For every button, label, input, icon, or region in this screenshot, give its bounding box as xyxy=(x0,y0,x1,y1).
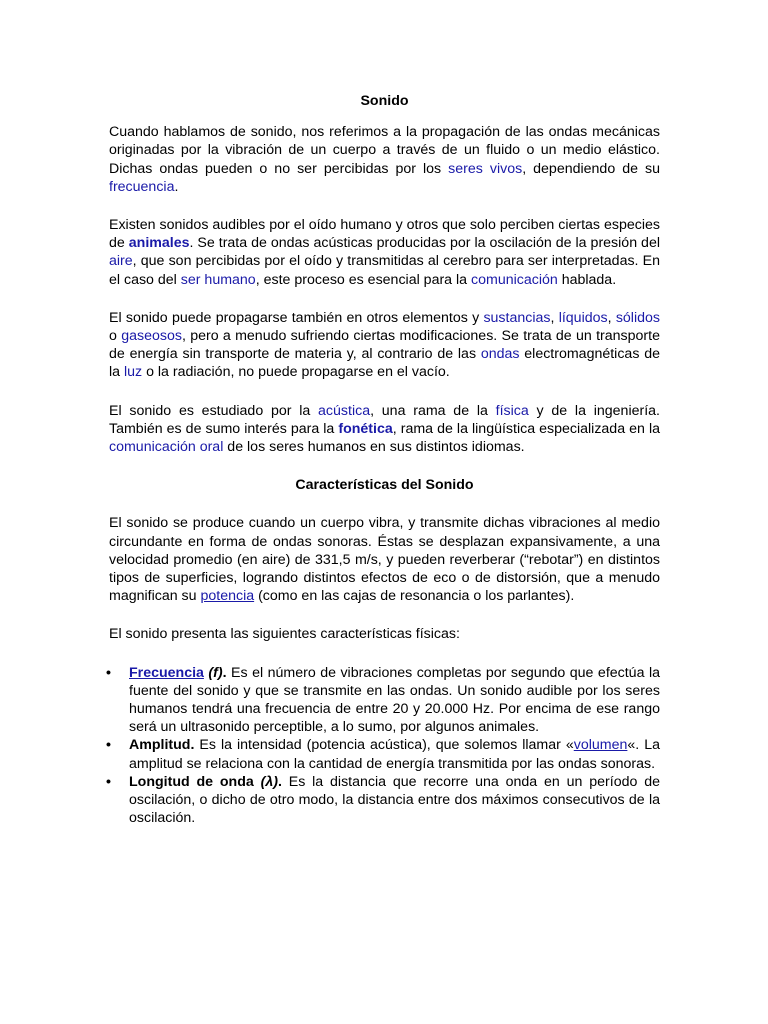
paragraph-text: El sonido puede propagarse también en otros elementos y xyxy=(109,309,484,326)
paragraph-text: electromagnéticas de la xyxy=(109,346,660,381)
list-item-text: Es la intensidad (potencia acústica), que solemos llamar « xyxy=(194,737,574,754)
paragraph-text: , xyxy=(550,309,559,326)
term-longitud: Longitud de onda xyxy=(129,773,254,790)
paragraph-text: , xyxy=(607,309,616,326)
paragraph-text: o xyxy=(109,328,122,345)
list-item-text: «. La amplitud se relaciona con la cantidad de energía transmitida por las ondas sonoras. xyxy=(129,737,660,772)
paragraph-text: , que son percibidas por el oído y transmitidas al cerebro para ser interpretadas. En el caso del xyxy=(109,253,660,288)
paragraph-text: hablada. xyxy=(557,271,617,288)
paragraph-text: Cuando hablamos de sonido, nos referimos a la propagación de las ondas mecánicas originadas por la vibración de un cuerpo a través de un fluido o un medio elástico. Dichas ondas pueden o no ser percibidas por los xyxy=(109,124,660,177)
paragraph-text: . xyxy=(174,178,179,195)
list-item-frecuencia xyxy=(106,664,660,737)
paragraph-text: y de la ingeniería. También es de sumo interés para la xyxy=(109,402,660,437)
link-fonetica[interactable]: fonética xyxy=(338,420,393,437)
link-solidos[interactable]: sólidos xyxy=(615,309,660,326)
term-dot: . xyxy=(277,773,282,790)
paragraph-text: , este proceso es esencial para la xyxy=(255,271,472,288)
paragraph-text: El sonido es estudiado por la xyxy=(109,402,319,419)
paragraph-text: (como en las cajas de resonancia o los parlantes). xyxy=(254,588,575,605)
link-frecuencia[interactable]: frecuencia xyxy=(109,178,175,195)
paragraph-intro xyxy=(109,123,660,196)
bullet-icon: • xyxy=(106,664,111,681)
paragraph-text: Existen sonidos audibles por el oído humano y otros que solo perciben ciertas especies de xyxy=(109,217,660,252)
link-frecuencia-term[interactable]: Frecuencia xyxy=(129,664,204,681)
link-liquidos[interactable]: líquidos xyxy=(558,309,608,326)
link-ondas[interactable]: ondas xyxy=(480,346,520,363)
link-potencia[interactable]: potencia xyxy=(200,588,255,605)
link-gaseosos[interactable]: gaseosos xyxy=(121,328,182,345)
link-animales[interactable]: animales xyxy=(128,235,190,252)
paragraph-text: . Se trata de ondas acústicas producidas por la oscilación de la presión del xyxy=(189,235,660,252)
link-ser-humano[interactable]: ser humano xyxy=(180,271,256,288)
list-item-text: Es la distancia que recorre una onda en un período de oscilación, o dicho de otro modo, la distancia entre dos máximos consecutivos de la oscilación. xyxy=(129,773,661,827)
paragraph-text: de los seres humanos en sus distintos idiomas. xyxy=(223,439,525,456)
paragraph-text: , una rama de la xyxy=(370,402,496,419)
link-seres-vivos[interactable]: seres vivos xyxy=(448,160,523,177)
link-comunicacion[interactable]: comunicación xyxy=(471,271,558,288)
list-item-longitud xyxy=(106,773,661,828)
paragraph-propagacion xyxy=(109,309,660,382)
paragraph-text: o la radiación, no puede propagarse en el vacío. xyxy=(142,364,450,381)
link-luz[interactable]: luz xyxy=(123,364,143,381)
paragraph-audibles xyxy=(109,216,660,289)
paragraph-text: El sonido se produce cuando un cuerpo vibra, y transmite dichas vibraciones al medio circundante en forma de ondas sonoras. Éstas se desplazan expansivamente, a una velocidad promedio (en aire) de 331,5 m/s, y pueden reverberar (“rebotar”) en distintos tipos de superficies, logrando distintos efectos de eco o de distorsión, que a menudo magnifican su xyxy=(109,515,660,605)
document-page xyxy=(106,92,661,828)
list-item-text: Es el número de vibraciones completas por segundo que efectúa la fuente del sonido y que se transmite en las ondas. Un sonido audible por los seres humanos tendrá una frecuencia de entre 20 y 20.000 Hz. Por encima de ese rango será un ultrasonido perceptible, a lo sumo, por algunos animales. xyxy=(129,664,660,736)
paragraph-text: , dependiendo de su xyxy=(522,160,661,177)
symbol-f: (f) xyxy=(203,664,223,681)
section-heading: Características del Sonido xyxy=(295,477,474,494)
characteristics-list xyxy=(106,664,661,828)
paragraph-text: , pero a menudo sufriendo ciertas modificaciones. Se trata de un transporte de energía sin transporte de materia y, al contrario de las xyxy=(109,328,660,363)
term-amplitud: Amplitud. xyxy=(129,737,195,754)
symbol-lambda: (λ) xyxy=(253,773,278,790)
page-title: Sonido xyxy=(360,93,409,109)
bullet-icon: • xyxy=(106,773,111,790)
paragraph-text: , rama de la lingüística especializada en la xyxy=(392,420,660,437)
link-aire[interactable]: aire xyxy=(109,253,133,270)
bullet-icon: • xyxy=(106,737,111,754)
paragraph-produccion xyxy=(109,514,660,605)
link-volumen[interactable]: volumen xyxy=(573,737,628,754)
paragraph-acustica xyxy=(109,402,660,457)
term-dot: . xyxy=(222,664,227,681)
link-sustancias[interactable]: sustancias xyxy=(483,309,551,326)
link-acustica[interactable]: acústica xyxy=(318,402,371,419)
link-comunicacion-oral[interactable]: comunicación oral xyxy=(109,439,224,456)
paragraph-caracteristicas-intro: El sonido presenta las siguientes características físicas: xyxy=(109,626,460,643)
list-item-amplitud xyxy=(106,736,660,772)
link-fisica[interactable]: física xyxy=(495,402,529,419)
